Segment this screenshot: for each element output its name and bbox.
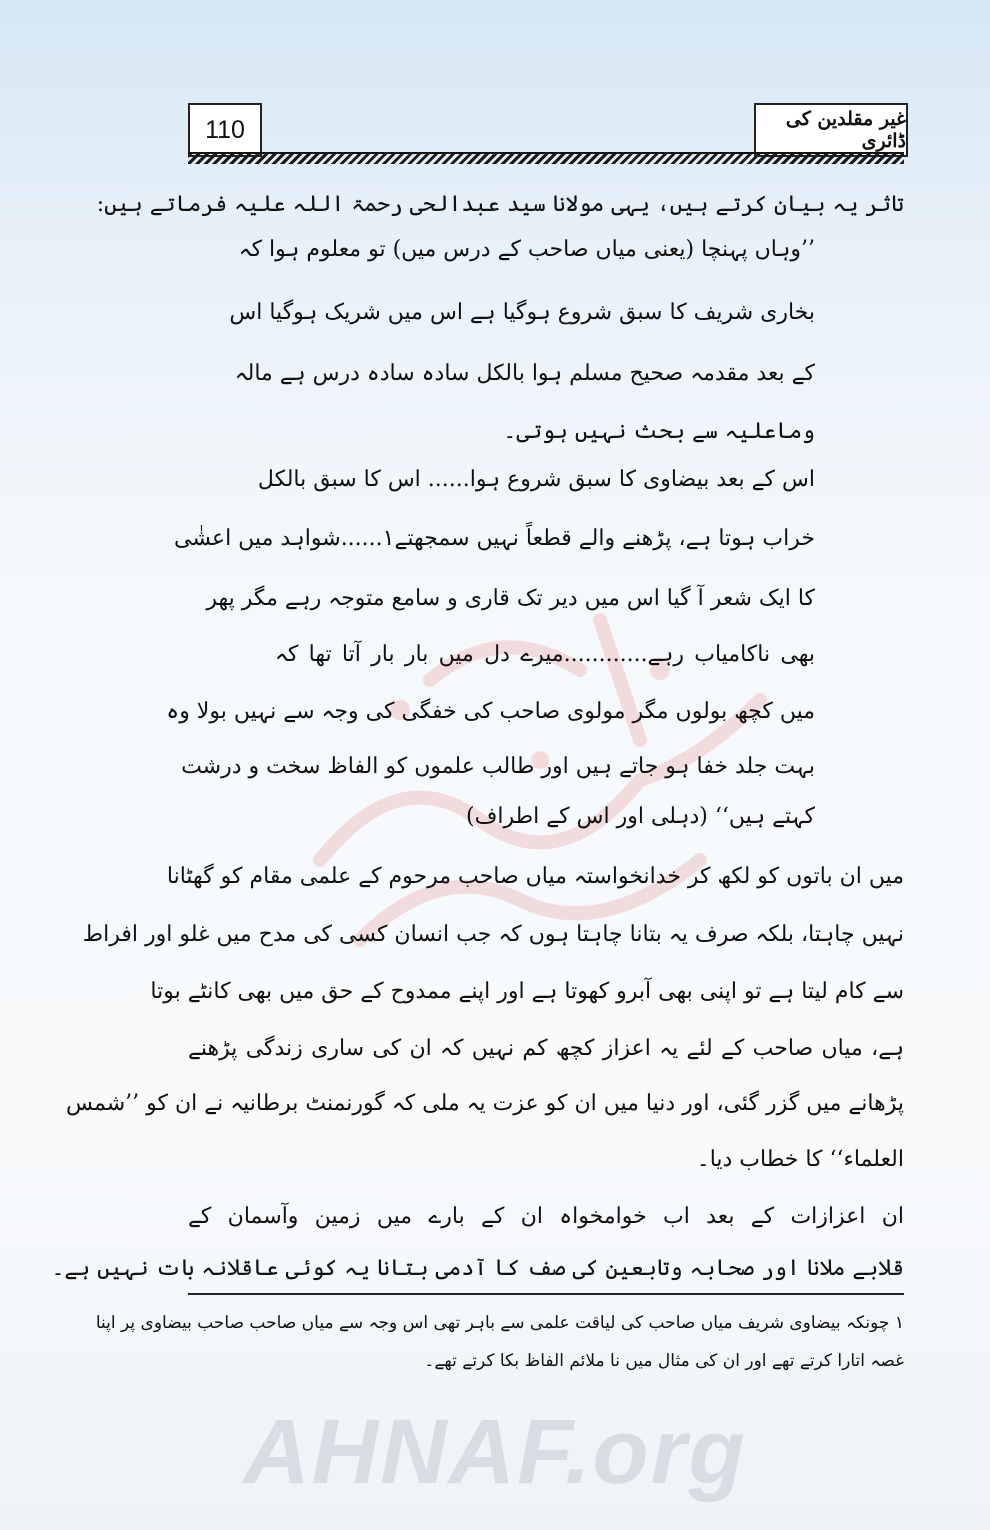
- paragraph-line: پڑھانے میں گزر گئی، اور دنیا میں ان کو عزت یہ ملی کہ گورنمنٹ برطانیہ نے ان کو ’’شمس: [65, 1091, 904, 1116]
- paragraph-line: ہے، میاں صاحب کے لئے یہ اعزاز کچھ کم نہیں کہ ان کی ساری زندگی پڑھنے: [188, 1036, 904, 1061]
- quote-line: وماعلیہ سے بحث نہیں ہوتی۔: [503, 419, 815, 444]
- quote-line: کا ایک شعر آ گیا اس میں دیر تک قاری و سامع متوجہ رہے مگر پھر: [206, 586, 815, 611]
- header-rule: [188, 152, 904, 164]
- paragraph-line: العلماء‘‘ کا خطاب دیا۔: [696, 1147, 904, 1172]
- quote-line: بہت جلد خفا ہو جاتے ہیں اور طالب علموں کو الفاظ سخت و درشت: [181, 754, 815, 779]
- paragraph-line: میں ان باتوں کو لکھ کر خدانخواستہ میاں صاحب مرحوم کے علمی مقام کو گھٹانا: [166, 864, 904, 889]
- quote-line: خراب ہوتا ہے، پڑھنے والے قطعاً نہیں سمجھتے۱......شواہد میں اعشٰی: [173, 526, 815, 551]
- footnote-line: غصہ اتارا کرتے تھے اور ان کی مثال میں نا ملائم الفاظ بکا کرتے تھے۔: [424, 1351, 904, 1371]
- footnote-rule: [188, 1293, 904, 1295]
- quote-line: ’’وہاں پہنچا (یعنی میاں صاحب کے درس میں) تو معلوم ہوا کہ: [238, 237, 815, 262]
- quote-line: میں کچھ بولوں مگر مولوی صاحب کی خفگی کی وجہ سے نہیں بولا وہ: [166, 699, 815, 724]
- footnote-line: ۱ چونکہ بیضاوی شریف میاں صاحب کی لیاقت علمی سے باہر تھی اس وجہ سے میاں صاحب صاحب بیضاوی پر اپنا: [95, 1313, 904, 1333]
- quote-line: بخاری شریف کا سبق شروع ہوگیا ہے اس میں شریک ہوگیا اس: [229, 300, 815, 325]
- site-watermark: AHNAF.org: [243, 1401, 747, 1503]
- quote-line: اس کے بعد بیضاوی کا سبق شروع ہوا...... اس کا سبق بالکل: [257, 467, 815, 492]
- paragraph-line: قلابے ملانا اور صحابہ وتابعین کی صف کا آدمی بتانا یہ کوئی عاقلانہ بات نہیں ہے۔: [51, 1256, 904, 1281]
- paragraph-line: ان اعزازات کے بعد اب خوامخواہ ان کے بارے میں زمین وآسمان کے: [188, 1204, 904, 1229]
- quote-line: کے بعد مقدمہ صحیح مسلم ہوا بالکل سادہ سادہ درس ہے مالہ: [234, 361, 815, 386]
- paragraph-line: نہیں چاہتا، بلکہ صرف یہ بتانا چاہتا ہوں کہ جب انسان کسی کی مدح میں غلو اور افراط: [82, 922, 904, 947]
- page-number: 110: [188, 103, 262, 157]
- quote-line: بھی ناکامیاب رہے............میرے دل میں بار بار آتا تھا کہ: [275, 642, 815, 667]
- intro-line: تاثر یہ بیان کرتے ہیں، یہی مولانا سید عبدالحی رحمۃ اللہ علیہ فرماتے ہیں:: [96, 192, 904, 217]
- quote-line: کہتے ہیں‘‘ (دہلی اور اس کے اطراف): [466, 804, 815, 829]
- book-title: غیر مقلدین کی ڈائری: [754, 103, 908, 157]
- paragraph-line: سے کام لیتا ہے تو اپنی بھی آبرو کھوتا ہے اور اپنے ممدوح کے حق میں بھی کانٹے بوتا: [150, 979, 904, 1004]
